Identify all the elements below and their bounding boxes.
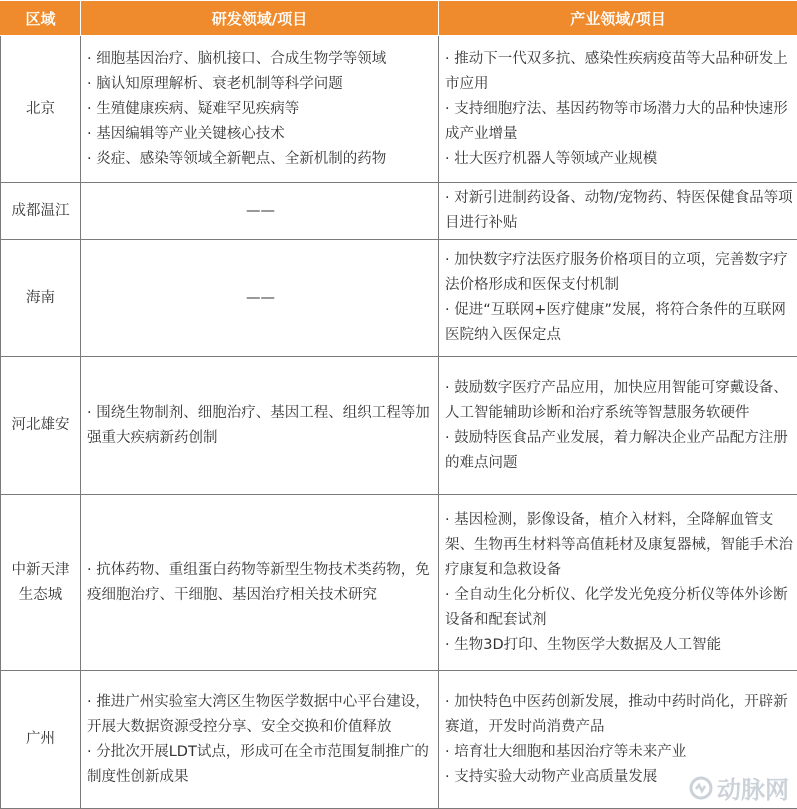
list-item: · 推动下一代双多抗、感染性疾病疫苗等大品种研发上市应用 — [445, 47, 793, 97]
region-cell: 成都温江 — [1, 183, 81, 240]
list-item: · 对新引进制药设备、动物/宠物药、特医保健食品等项目进行补贴 — [445, 186, 793, 236]
list-item: · 抗体药物、重组蛋白药物等新型生物技术类药物，免疫细胞治疗、干细胞、基因治疗相关技术研究 — [87, 558, 434, 608]
list-item: · 分批次开展LDT试点，形成可在全市范围复制推广的制度性创新成果 — [87, 740, 434, 790]
table-header-row — [1, 1, 797, 36]
industry-cell — [439, 183, 797, 240]
list-item: · 基因检测，影像设备，植介入材料，全降解血管支架、生物再生材料等高值耗材及康复器械，智能手术治疗康复和急救设备 — [445, 508, 793, 583]
region-cell: 北京 — [1, 36, 81, 183]
list-item: · 围绕生物制剂、细胞治疗、基因工程、组织工程等加强重大疾病新药创制 — [87, 401, 434, 451]
list-item: · 加快特色中医药创新发展，推动中药时尚化，开辟新赛道，开发时尚消费产品 — [445, 690, 793, 740]
rd-cell-empty: —— — [81, 183, 439, 240]
industry-cell — [439, 495, 797, 671]
list-item: · 促进“互联网+医疗健康”发展，将符合条件的互联网医院纳入医保定点 — [445, 298, 793, 348]
industry-cell — [439, 671, 797, 809]
rd-cell — [81, 36, 439, 183]
header-industry: 产业领域/项目 — [439, 1, 797, 36]
table-row — [1, 357, 797, 495]
industry-cell — [439, 357, 797, 495]
region-cell: 广州 — [1, 671, 81, 809]
region-cell: 海南 — [1, 240, 81, 357]
rd-cell — [81, 357, 439, 495]
table-row — [1, 671, 797, 809]
table-row — [1, 495, 797, 671]
header-region: 区域 — [1, 1, 81, 36]
table-row — [1, 240, 797, 357]
list-item: · 加快数字疗法医疗服务价格项目的立项，完善数字疗法价格形成和医保支付机制 — [445, 248, 793, 298]
list-item: · 基因编辑等产业关键核心技术 — [87, 122, 434, 147]
list-item: · 生物3D打印、生物医学大数据及人工智能 — [445, 633, 793, 658]
list-item: · 生殖健康疾病、疑难罕见疾病等 — [87, 97, 434, 122]
list-item: · 支持细胞疗法、基因药物等市场潜力大的品种快速形成产业增量 — [445, 97, 793, 147]
list-item: · 壮大医疗机器人等领域产业规模 — [445, 147, 793, 172]
list-item: · 培育壮大细胞和基因治疗等未来产业 — [445, 740, 793, 765]
list-item: · 鼓励特医食品产业发展，着力解决企业产品配方注册的难点问题 — [445, 426, 793, 476]
list-item: · 脑认知原理解析、衰老机制等科学问题 — [87, 72, 434, 97]
list-item: · 全自动生化分析仪、化学发光免疫分析仪等体外诊断设备和配套试剂 — [445, 583, 793, 633]
industry-cell — [439, 36, 797, 183]
list-item: · 鼓励数字医疗产品应用，加快应用智能可穿戴设备、人工智能辅助诊断和治疗系统等智慧服务软硬件 — [445, 376, 793, 426]
rd-cell-empty: —— — [81, 240, 439, 357]
industry-cell — [439, 240, 797, 357]
rd-cell — [81, 495, 439, 671]
list-item: · 推进广州实验室大湾区生物医学数据中心平台建设，开展大数据资源受控分享、安全交换和价值释放 — [87, 690, 434, 740]
list-item: · 细胞基因治疗、脑机接口、合成生物学等领域 — [87, 47, 434, 72]
header-rd: 研发领域/项目 — [81, 1, 439, 36]
watermark-text: 动脉网 — [717, 776, 789, 804]
list-item: · 炎症、感染等领域全新靶点、全新机制的药物 — [87, 147, 434, 172]
rd-cell — [81, 671, 439, 809]
region-cell: 河北雄安 — [1, 357, 81, 495]
region-cell: 中新天津生态城 — [1, 495, 81, 671]
table-row — [1, 36, 797, 183]
list-item: · 支持实验大动物产业高质量发展 — [445, 765, 793, 790]
table-row — [1, 183, 797, 240]
